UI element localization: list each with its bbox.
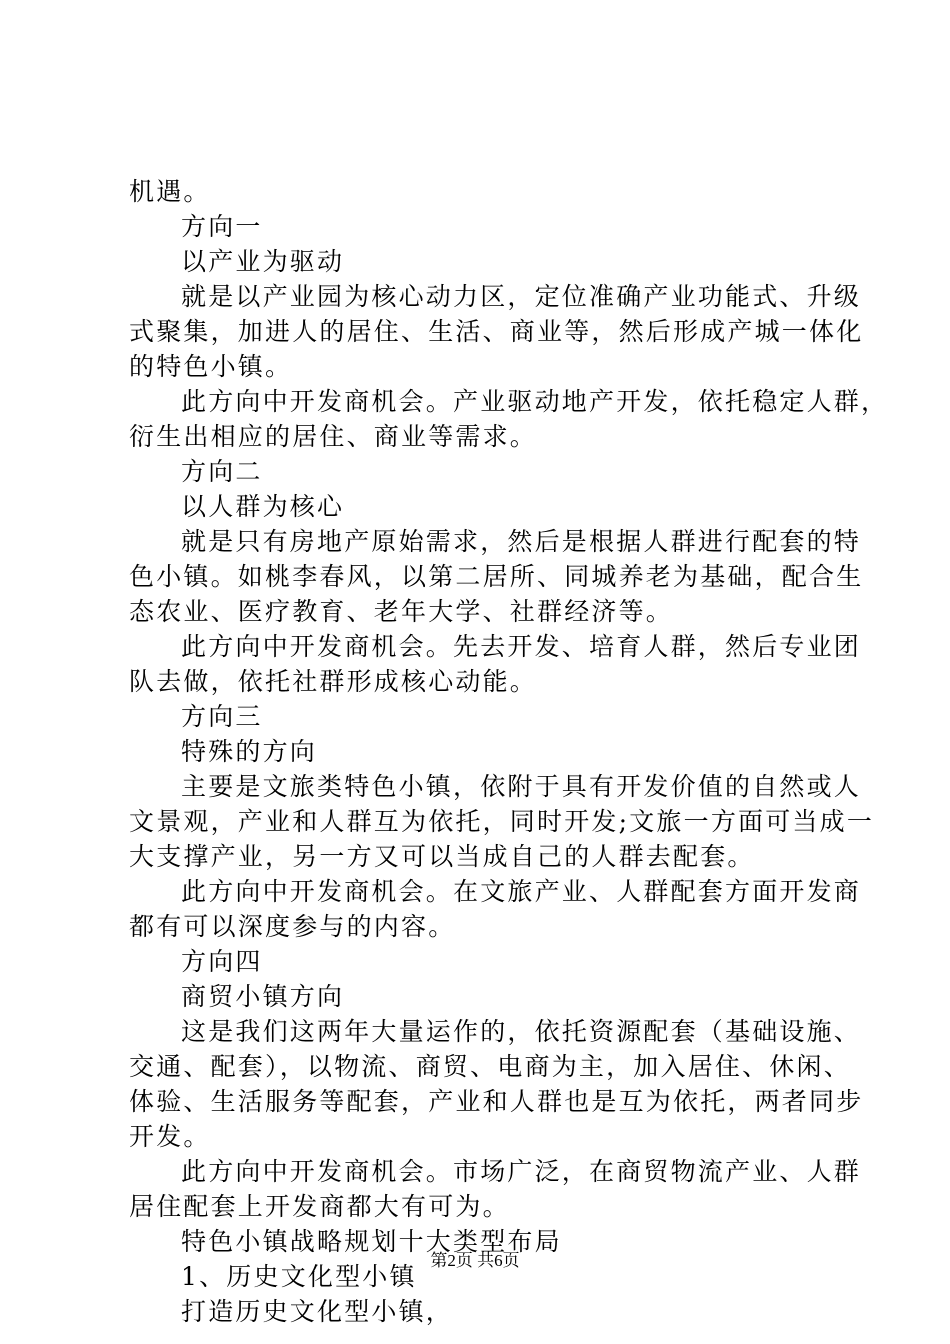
text-line: 式聚集，加进人的居住、生活、商业等，然后形成产城一体化 bbox=[129, 317, 864, 346]
text-line: 衍生出相应的居住、商业等需求。 bbox=[129, 422, 538, 451]
text-line: 色小镇。如桃李春风，以第二居所、同城养老为基础，配合生 bbox=[129, 562, 864, 591]
text-line: 队去做，依托社群形成核心动能。 bbox=[129, 667, 538, 696]
text-line: 主要是文旅类特色小镇，依附于具有开发价值的自然或人 bbox=[181, 772, 862, 801]
text-line: 商贸小镇方向 bbox=[181, 982, 345, 1011]
text-line: 以人群为核心 bbox=[181, 492, 345, 521]
text-line: 文景观，产业和人群互为依托，同时开发;文旅一方面可当成一 bbox=[129, 807, 875, 836]
text-line: 态农业、医疗教育、老年大学、社群经济等。 bbox=[129, 597, 674, 626]
text-line: 交通、配套），以物流、商贸、电商为主，加入居住、休闲、 bbox=[129, 1052, 851, 1081]
text-line: 以产业为驱动 bbox=[181, 247, 345, 276]
text-line: 都有可以深度参与的内容。 bbox=[129, 912, 456, 941]
page-footer: 第2页 共6页 bbox=[430, 1251, 520, 1270]
text-line: 此方向中开发商机会。产业驱动地产开发，依托稳定人群， bbox=[181, 387, 889, 416]
text-line: 特殊的方向 bbox=[181, 737, 318, 766]
text-line: 方向二 bbox=[181, 457, 263, 486]
text-line: 方向三 bbox=[181, 702, 263, 731]
text-line: 方向一 bbox=[181, 212, 263, 241]
text-line: 此方向中开发商机会。在文旅产业、人群配套方面开发商 bbox=[181, 877, 862, 906]
document-body bbox=[129, 174, 889, 1329]
text-line: 1、历史文化型小镇 bbox=[181, 1262, 417, 1291]
text-line: 大支撑产业，另一方又可以当成自己的人群去配套。 bbox=[129, 842, 755, 871]
text-line: 此方向中开发商机会。市场广泛，在商贸物流产业、人群 bbox=[181, 1157, 862, 1186]
text-line: 此方向中开发商机会。先去开发、培育人群，然后专业团 bbox=[181, 632, 862, 661]
text-line: 机遇。 bbox=[129, 177, 211, 206]
text-line: 开发。 bbox=[129, 1122, 211, 1151]
text-line: 这是我们这两年大量运作的，依托资源配套（基础设施、 bbox=[181, 1017, 862, 1046]
text-line: 的特色小镇。 bbox=[129, 352, 293, 381]
text-line: 就是以产业园为核心动力区，定位准确产业功能式、升级 bbox=[181, 282, 862, 311]
text-line: 方向四 bbox=[181, 947, 263, 976]
text-line: 体验、生活服务等配套，产业和人群也是互为依托，两者同步 bbox=[129, 1087, 864, 1116]
text-line: 就是只有房地产原始需求，然后是根据人群进行配套的特 bbox=[181, 527, 862, 556]
text-line: 打造历史文化型小镇， bbox=[181, 1297, 454, 1326]
text-line: 特色小镇战略规划十大类型布局 bbox=[181, 1227, 562, 1256]
text-line: 居住配套上开发商都大有可为。 bbox=[129, 1192, 510, 1221]
